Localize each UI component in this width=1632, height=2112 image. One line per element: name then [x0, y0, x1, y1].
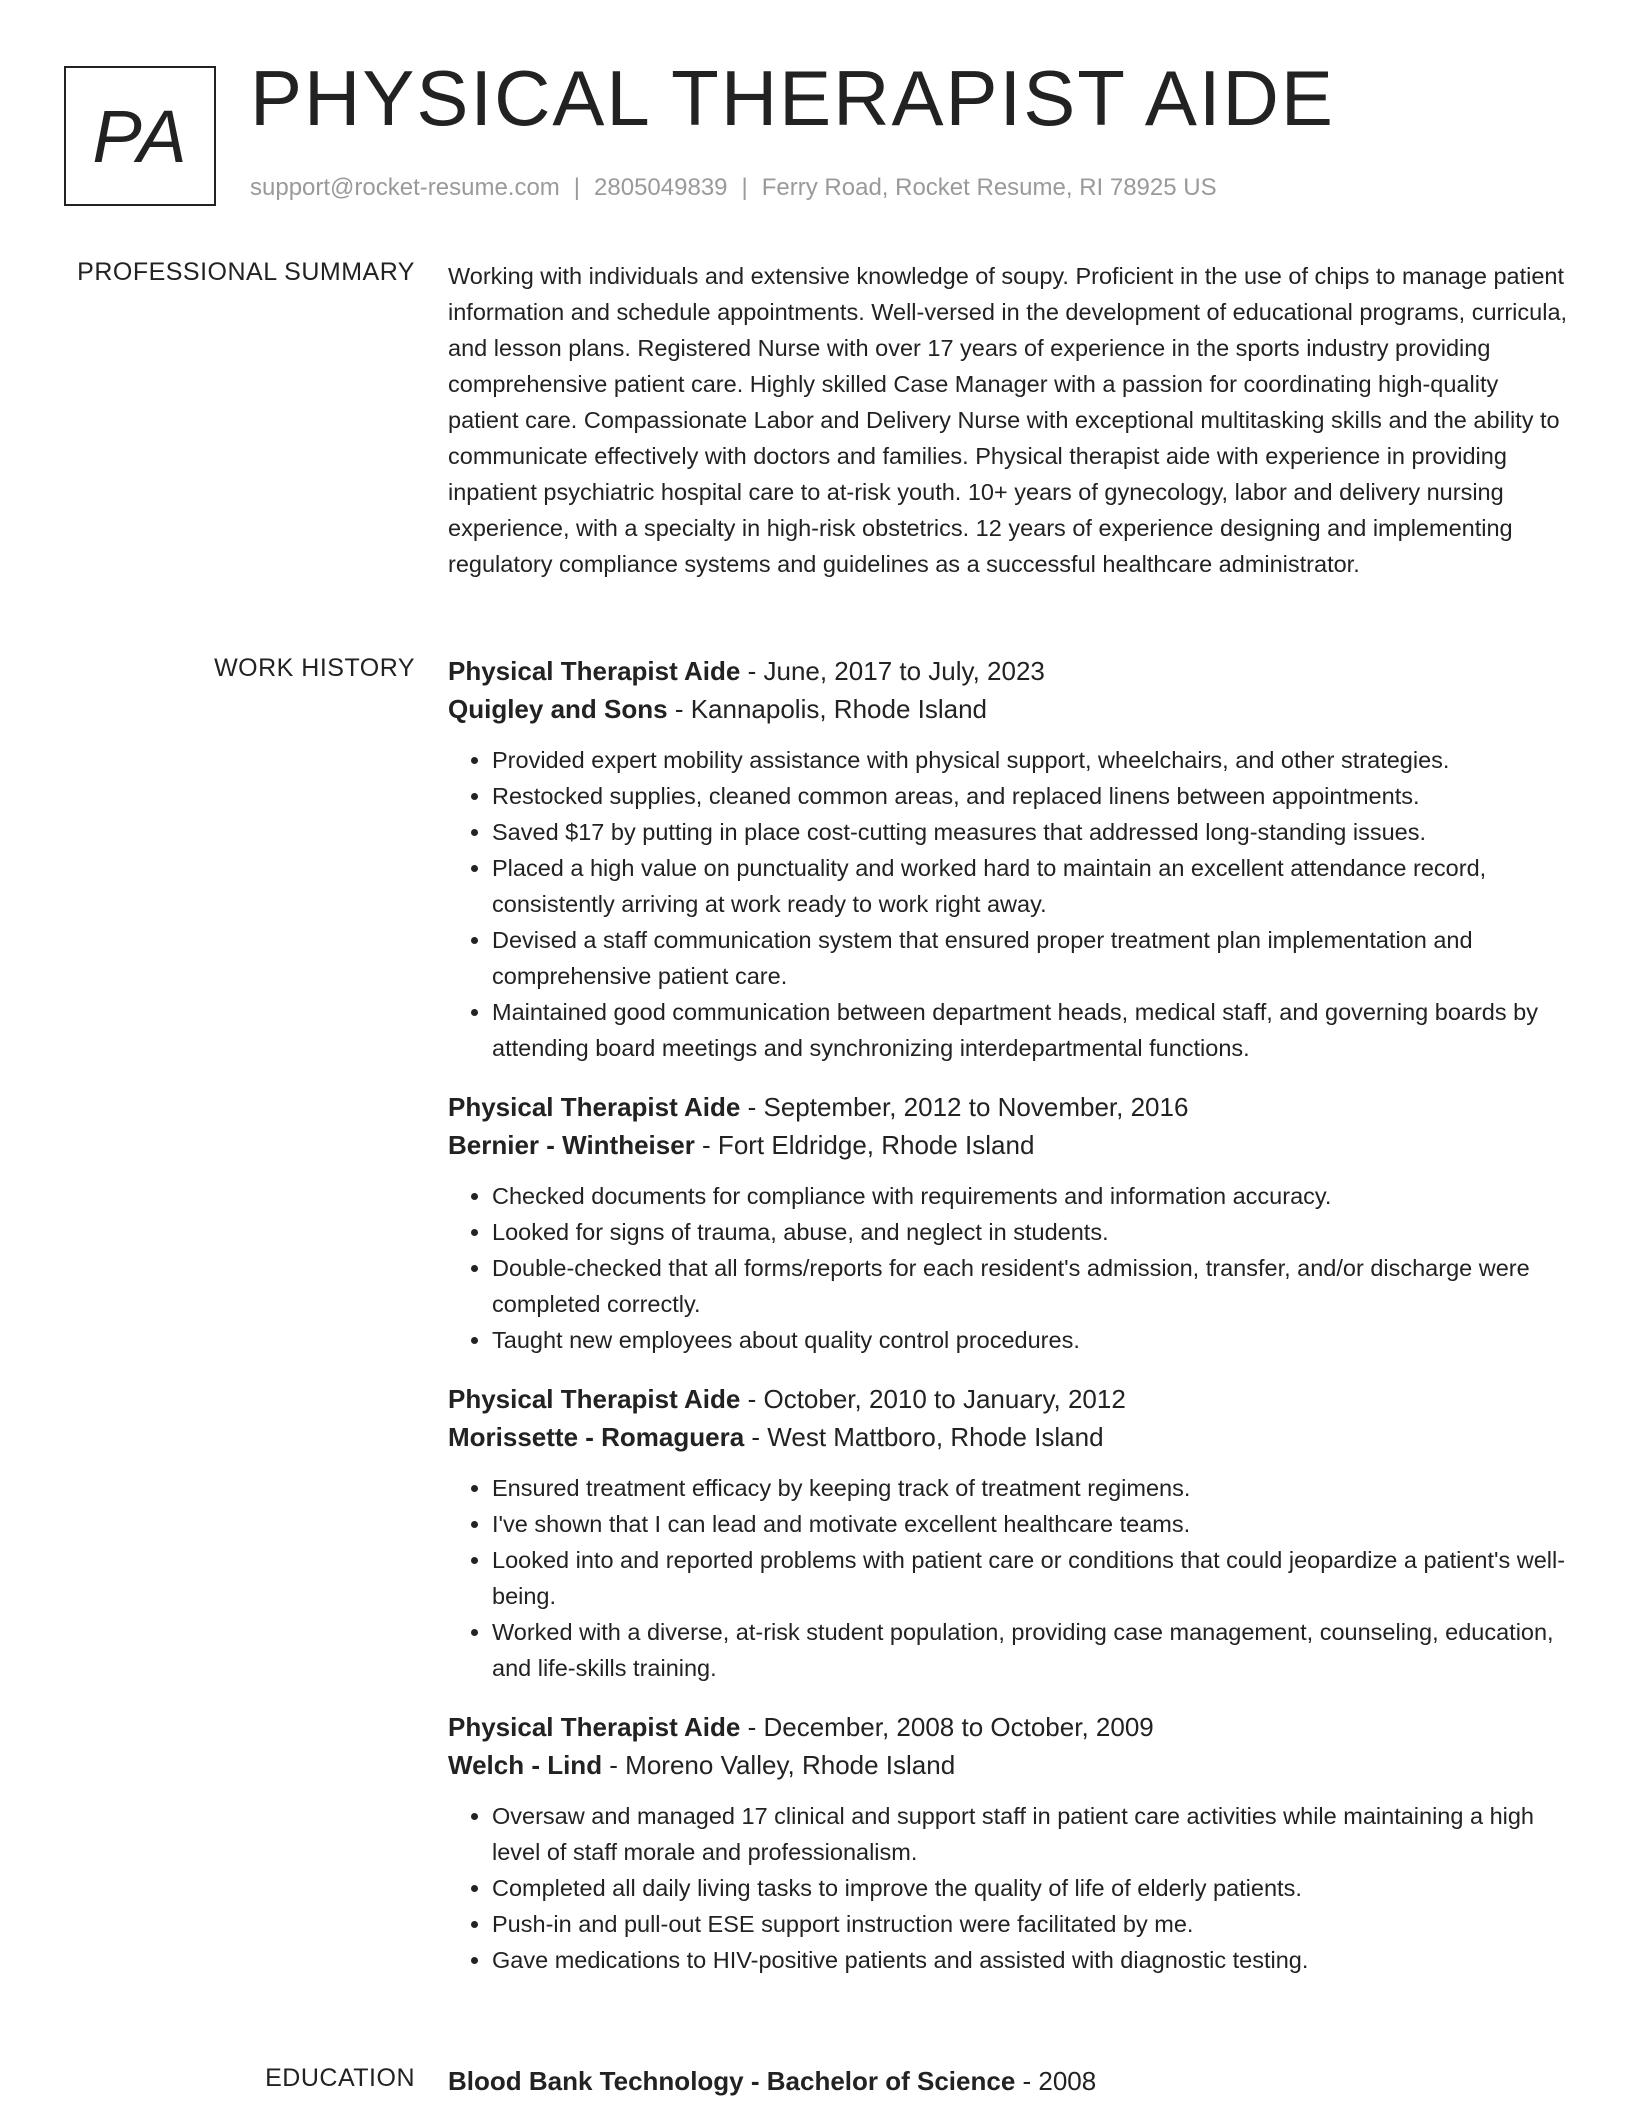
job-bullet: • Devised a staff communication system that ensured proper treatment plan implementation and comprehensive patient care.: [492, 922, 1568, 994]
job-bullet: • Taught new employees about quality control procedures.: [492, 1322, 1568, 1358]
education-line: [448, 2062, 1568, 2100]
job-bullet: • Completed all daily living tasks to improve the quality of life of elderly patients.: [492, 1870, 1568, 1906]
job-position: Physical Therapist Aide: [448, 1384, 741, 1414]
job-bullet: • Ensured treatment efficacy by keeping track of treatment regimens.: [492, 1470, 1568, 1506]
job-company: Morissette - Romaguera: [448, 1422, 745, 1452]
job-location: - Kannapolis, Rhode Island: [667, 694, 988, 724]
job-bullet: • Gave medications to HIV-positive patients and assisted with diagnostic testing.: [492, 1942, 1568, 1978]
work-history-title: WORK HISTORY: [214, 654, 415, 682]
job-bullet: • Maintained good communication between department heads, medical staff, and governing boards by attending board meetings and synchronizing interdepartmental functions.: [492, 994, 1568, 1066]
job-title-line: [448, 1380, 1568, 1418]
job-location: - Moreno Valley, Rhode Island: [602, 1750, 956, 1780]
job-bullets: [448, 1470, 1568, 1686]
job-dates: - September, 2012 to November, 2016: [740, 1092, 1189, 1122]
job-entry: [448, 652, 1568, 1066]
contact-email: support@rocket-resume.com: [250, 174, 560, 201]
job-bullet: • Worked with a diverse, at-risk student population, providing case management, counseling, education, and life-skills training.: [492, 1614, 1568, 1686]
job-bullet: • Restocked supplies, cleaned common areas, and replaced linens between appointments.: [492, 778, 1568, 814]
contact-address: Ferry Road, Rocket Resume, RI 78925 US: [761, 174, 1217, 201]
job-position: Physical Therapist Aide: [448, 656, 741, 686]
job-bullet: • Provided expert mobility assistance with physical support, wheelchairs, and other strategies.: [492, 742, 1568, 778]
job-bullet: • Placed a high value on punctuality and worked hard to maintain an excellent attendance record, consistently arriving at work ready to work right away.: [492, 850, 1568, 922]
education-degree: Blood Bank Technology - Bachelor of Science: [448, 2066, 1016, 2096]
job-dates: - December, 2008 to October, 2009: [740, 1712, 1154, 1742]
education-title: EDUCATION: [265, 2064, 415, 2092]
job-dates: - October, 2010 to January, 2012: [740, 1384, 1126, 1414]
work-history-body: [448, 652, 1568, 2000]
job-location: - West Mattboro, Rhode Island: [744, 1422, 1104, 1452]
job-bullets: [448, 742, 1568, 1066]
job-company: Quigley and Sons: [448, 694, 668, 724]
job-bullet: • Push-in and pull-out ESE support instruction were facilitated by me.: [492, 1906, 1568, 1942]
job-bullet: • Looked for signs of trauma, abuse, and neglect in students.: [492, 1214, 1568, 1250]
job-title-line: [448, 1708, 1568, 1746]
summary-title: PROFESSIONAL SUMMARY: [77, 258, 415, 286]
summary-body: [448, 258, 1568, 582]
job-location: - Fort Eldridge, Rhode Island: [694, 1130, 1035, 1160]
job-bullet: • Oversaw and managed 17 clinical and support staff in patient care activities while maintaining a high level of staff morale and professionalism.: [492, 1798, 1568, 1870]
job-company: Welch - Lind: [448, 1750, 603, 1780]
contact-separator: |: [741, 174, 748, 201]
job-entry: [448, 1380, 1568, 1686]
job-bullet: • I've shown that I can lead and motivate excellent healthcare teams.: [492, 1506, 1568, 1542]
education-year: - 2008: [1015, 2066, 1097, 2096]
job-bullet: • Double-checked that all forms/reports for each resident's admission, transfer, and/or discharge were completed correctly.: [492, 1250, 1568, 1322]
monogram-initials: PA: [92, 94, 188, 178]
job-bullets: [448, 1798, 1568, 1978]
job-bullet: • Looked into and reported problems with patient care or conditions that could jeopardize a patient's well-being.: [492, 1542, 1568, 1614]
job-entry: [448, 1088, 1568, 1358]
job-company-line: [448, 690, 1568, 728]
job-title-line: [448, 1088, 1568, 1126]
job-bullets: [448, 1178, 1568, 1358]
job-position: Physical Therapist Aide: [448, 1712, 741, 1742]
job-company-line: [448, 1418, 1568, 1456]
job-company-line: [448, 1746, 1568, 1784]
resume-name: PHYSICAL THERAPIST AIDE: [250, 54, 1335, 142]
job-entry: [448, 1708, 1568, 1978]
job-bullet: • Checked documents for compliance with requirements and information accuracy.: [492, 1178, 1568, 1214]
monogram-box: [64, 66, 216, 206]
job-bullet: • Saved $17 by putting in place cost-cutting measures that addressed long-standing issues.: [492, 814, 1568, 850]
contact-phone: 2805049839: [594, 174, 728, 201]
job-company: Bernier - Wintheiser: [448, 1130, 695, 1160]
contact-separator: |: [573, 174, 581, 201]
job-position: Physical Therapist Aide: [448, 1092, 741, 1122]
summary-text: Working with individuals and extensive knowledge of soupy. Proficient in the use of chips to manage patient information and schedule appointments. Well-versed in the development of educational programs, curricula, and lesson plans. Registered Nurse with over 17 years of experience in the sports industry providing comprehensive patient care. Highly skilled Case Manager with a passion for coordinating high-quality patient care. Compassionate Labor and Delivery Nurse with exceptional multitasking skills and the ability to communicate effectively with doctors and families. Physical therapist aide with experience in providing inpatient psychiatric hospital care to at-risk youth. 10+ years of gynecology, labor and delivery nursing experience, with a specialty in high-risk obstetrics. 12 years of experience designing and implementing regulatory compliance systems and guidelines as a successful healthcare administrator.: [448, 263, 1568, 577]
job-dates: - June, 2017 to July, 2023: [740, 656, 1045, 686]
job-title-line: [448, 652, 1568, 690]
education-body: [448, 2062, 1568, 2100]
job-company-line: [448, 1126, 1568, 1164]
contact-line: [250, 174, 1217, 202]
